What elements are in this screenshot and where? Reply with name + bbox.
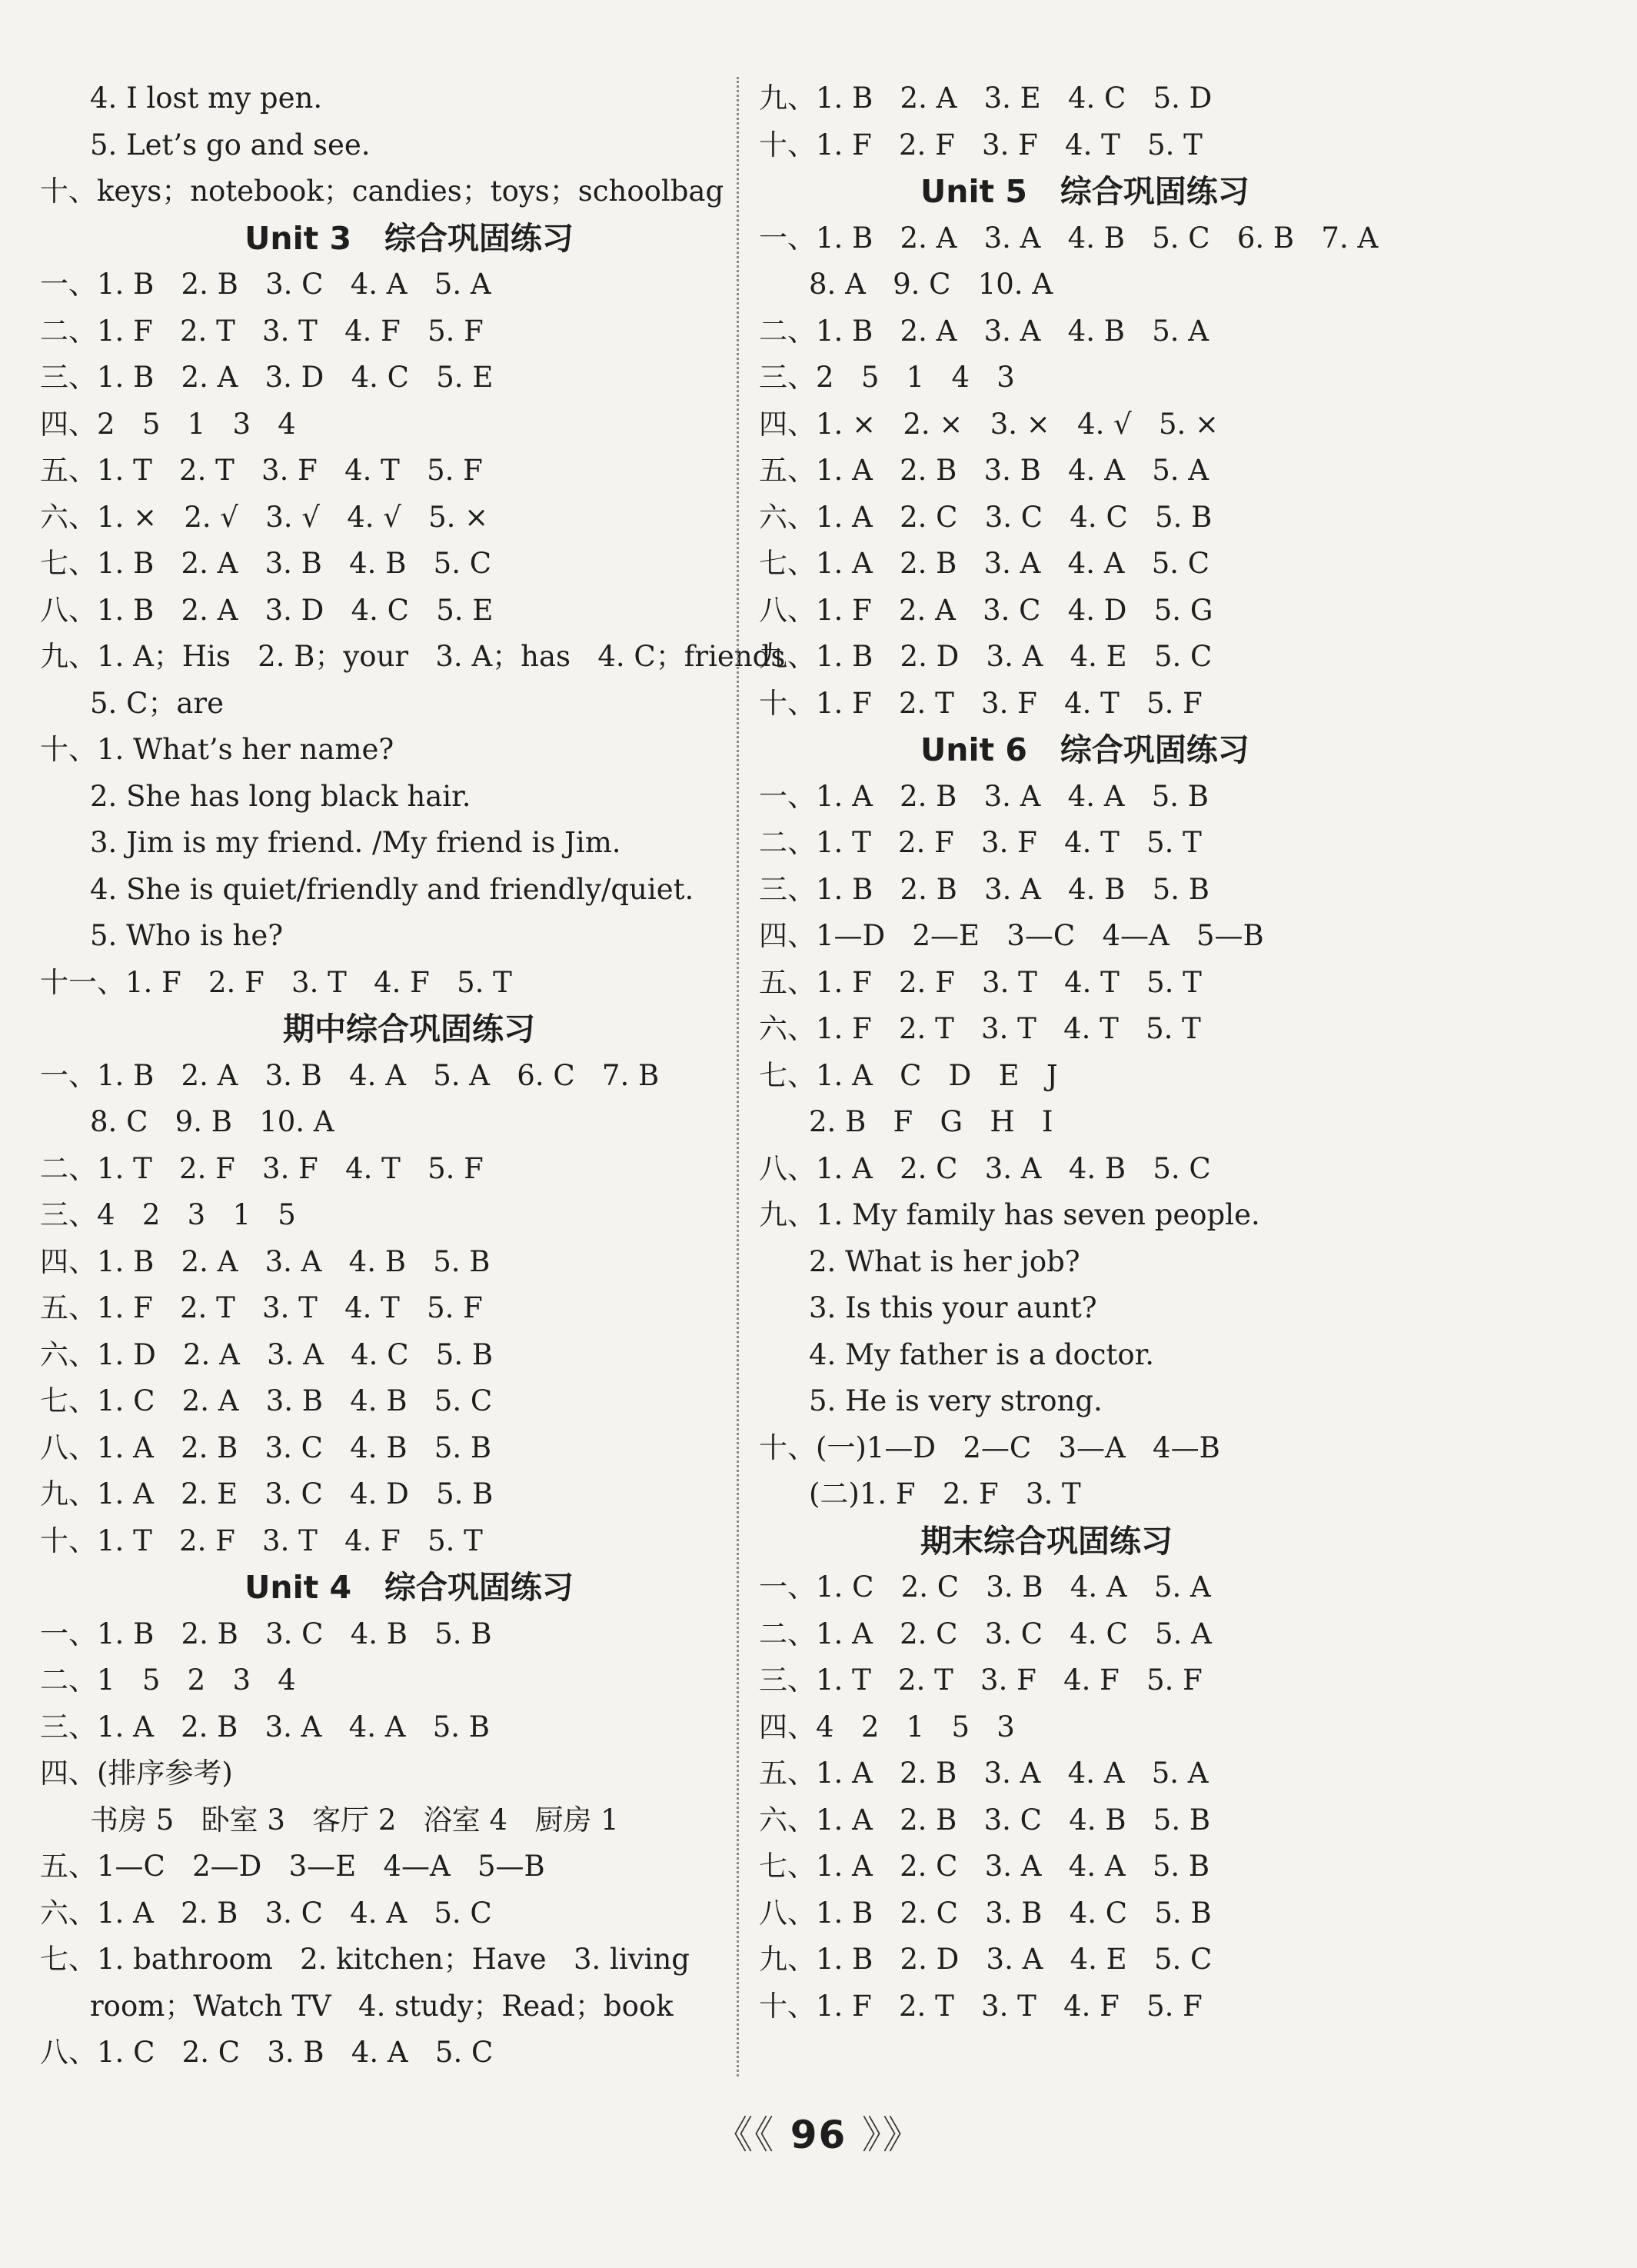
answer-line-continued: 3. Jim is my friend. /My friend is Jim. [90, 826, 621, 859]
answer-line: 六、1. × 2. √ 3. √ 4. √ 5. × [40, 500, 489, 534]
answer-line: 二、1. B 2. A 3. A 4. B 5. A [759, 314, 1209, 348]
section-heading: Unit 4 综合巩固练习 [245, 1569, 574, 1606]
answer-line: 八、1. A 2. B 3. C 4. B 5. B [40, 1430, 492, 1464]
section-heading: 期末综合巩固练习 [920, 1522, 1173, 1560]
answer-line-continued: 2. B F G H I [809, 1105, 1053, 1138]
answer-line: 三、2 5 1 4 3 [759, 361, 1015, 394]
answer-line: 四、1. × 2. × 3. × 4. √ 5. × [759, 407, 1219, 441]
answer-line: 九、1. A 2. E 3. C 4. D 5. B [40, 1477, 494, 1510]
answer-line: 八、1. F 2. A 3. C 4. D 5. G [759, 593, 1213, 627]
answer-line: 十、keys；notebook；candies；toys；schoolbag [40, 175, 724, 208]
answer-line: 四、2 5 1 3 4 [40, 407, 296, 441]
answer-line: 一、1. A 2. B 3. A 4. A 5. B [759, 779, 1209, 813]
answer-line: 十、1. F 2. T 3. T 4. F 5. F [759, 1989, 1203, 2023]
answer-line: 七、1. B 2. A 3. B 4. B 5. C [40, 547, 492, 580]
answer-line: 三、1. B 2. B 3. A 4. B 5. B [759, 872, 1209, 906]
answer-line: 五、1. F 2. T 3. T 4. T 5. F [40, 1291, 483, 1324]
answer-line: 九、1. B 2. D 3. A 4. E 5. C [759, 640, 1213, 673]
answer-line: 五、1. A 2. B 3. A 4. A 5. A [759, 1757, 1209, 1790]
answer-line: 十、1. F 2. T 3. F 4. T 5. F [759, 686, 1203, 720]
answer-line-continued: (二)1. F 2. F 3. T [809, 1477, 1081, 1510]
page-number: 96 [790, 2113, 847, 2157]
answer-line: 二、1. F 2. T 3. T 4. F 5. F [40, 314, 484, 348]
answer-line: 十、1. What’s her name? [40, 733, 394, 766]
answer-line: 一、1. B 2. B 3. C 4. B 5. B [40, 1617, 492, 1650]
answer-line: 十一、1. F 2. F 3. T 4. F 5. T [40, 965, 512, 999]
answer-line-continued: 3. Is this your aunt? [809, 1291, 1097, 1324]
answer-line-continued: 4. My father is a doctor. [809, 1337, 1155, 1371]
answer-line: 四、1—D 2—E 3—C 4—A 5—B [759, 919, 1264, 952]
answer-line: 八、1. C 2. C 3. B 4. A 5. C [40, 2036, 494, 2069]
answer-line: 五、1. F 2. F 3. T 4. T 5. T [759, 965, 1202, 999]
answer-line-continued: 4. She is quiet/friendly and friendly/quiet. [90, 872, 694, 906]
answer-line-continued: 2. She has long black hair. [90, 779, 471, 813]
answer-line: 四、4 2 1 5 3 [759, 1710, 1015, 1743]
answer-line-continued: 书房 5 卧室 3 客厅 2 浴室 4 厨房 1 [90, 1803, 619, 1837]
answer-line-continued: 5. Who is he? [90, 919, 284, 952]
answer-line: 一、1. B 2. B 3. C 4. A 5. A [40, 268, 491, 301]
answer-line: 二、1. T 2. F 3. F 4. T 5. T [759, 826, 1202, 859]
answer-line: 四、1. B 2. A 3. A 4. B 5. B [40, 1244, 491, 1278]
answer-line: 七、1. A 2. C 3. A 4. A 5. B [759, 1850, 1210, 1883]
answer-line: 十、(一)1—D 2—C 3—A 4—B [759, 1430, 1220, 1464]
answer-line: 十、1. F 2. F 3. F 4. T 5. T [759, 128, 1203, 162]
answer-line: 九、1. My family has seven people. [759, 1198, 1260, 1231]
answer-line-continued: 5. He is very strong. [809, 1384, 1103, 1417]
right-column [759, 75, 1605, 2030]
answer-line: 四、(排序参考) [40, 1757, 233, 1790]
answer-line: 七、1. A C D E J [759, 1058, 1058, 1092]
answer-line: 七、1. A 2. B 3. A 4. A 5. C [759, 547, 1210, 580]
answer-line: 六、1. A 2. B 3. C 4. A 5. C [40, 1896, 492, 1930]
answer-line-continued: 2. What is her job? [809, 1244, 1080, 1278]
answer-line: 二、1. T 2. F 3. F 4. T 5. F [40, 1151, 484, 1185]
answer-line-continued: 5. C；are [90, 686, 225, 720]
answer-line: 五、1—C 2—D 3—E 4—A 5—B [40, 1850, 545, 1883]
answer-line: 三、1. B 2. A 3. D 4. C 5. E [40, 361, 494, 394]
answer-line-continued: 8. A 9. C 10. A [809, 268, 1053, 301]
answer-line: 八、1. B 2. C 3. B 4. C 5. B [759, 1896, 1212, 1930]
section-heading: 期中综合巩固练习 [283, 1011, 535, 1047]
answer-line-continued: 4. I lost my pen. [90, 82, 323, 115]
answer-line: 六、1. F 2. T 3. T 4. T 5. T [759, 1012, 1201, 1045]
answer-line: 九、1. B 2. D 3. A 4. E 5. C [759, 1943, 1213, 1976]
answer-line: 九、1. A；His 2. B；your 3. A；has 4. C；friends [40, 640, 786, 673]
answer-line: 五、1. A 2. B 3. B 4. A 5. A [759, 454, 1209, 487]
answer-line: 九、1. B 2. A 3. E 4. C 5. D [759, 82, 1213, 115]
section-heading: Unit 5 综合巩固练习 [920, 173, 1249, 210]
answer-line: 一、1. C 2. C 3. B 4. A 5. A [759, 1570, 1211, 1604]
left-chevrons-icon: 《《 [714, 2113, 776, 2157]
answer-line: 五、1. T 2. T 3. F 4. T 5. F [40, 454, 483, 487]
right-chevrons-icon: 》》 [861, 2113, 923, 2157]
section-heading: Unit 6 综合巩固练习 [920, 731, 1249, 768]
answer-line: 二、1 5 2 3 4 [40, 1664, 296, 1697]
answer-line: 三、1. T 2. T 3. F 4. F 5. F [759, 1664, 1203, 1697]
section-heading: Unit 3 综合巩固练习 [245, 219, 574, 257]
answer-line: 三、4 2 3 1 5 [40, 1198, 296, 1231]
answer-line-continued: room；Watch TV 4. study；Read；book [90, 1989, 674, 2023]
answer-line: 七、1. bathroom 2. kitchen；Have 3. living [40, 1943, 690, 1976]
answer-line: 六、1. A 2. B 3. C 4. B 5. B [759, 1803, 1211, 1837]
answer-line: 十、1. T 2. F 3. T 4. F 5. T [40, 1524, 483, 1557]
answer-line: 六、1. D 2. A 3. A 4. C 5. B [40, 1337, 494, 1371]
answer-line: 二、1. A 2. C 3. C 4. C 5. A [759, 1617, 1212, 1650]
answer-line: 七、1. C 2. A 3. B 4. B 5. C [40, 1384, 493, 1417]
answer-line-continued: 5. Let’s go and see. [90, 128, 371, 162]
column-divider [737, 77, 739, 2077]
page-footer [0, 2104, 1637, 2160]
answer-line-continued: 8. C 9. B 10. A [90, 1105, 334, 1138]
answer-line: 八、1. B 2. A 3. D 4. C 5. E [40, 593, 494, 627]
answer-line: 八、1. A 2. C 3. A 4. B 5. C [759, 1151, 1211, 1185]
answer-line: 六、1. A 2. C 3. C 4. C 5. B [759, 500, 1213, 534]
answer-line: 三、1. A 2. B 3. A 4. A 5. B [40, 1710, 490, 1743]
answer-line: 一、1. B 2. A 3. B 4. A 5. A 6. C 7. B [40, 1058, 660, 1092]
left-column [40, 75, 786, 2077]
answer-line: 一、1. B 2. A 3. A 4. B 5. C 6. B 7. A [759, 221, 1379, 255]
